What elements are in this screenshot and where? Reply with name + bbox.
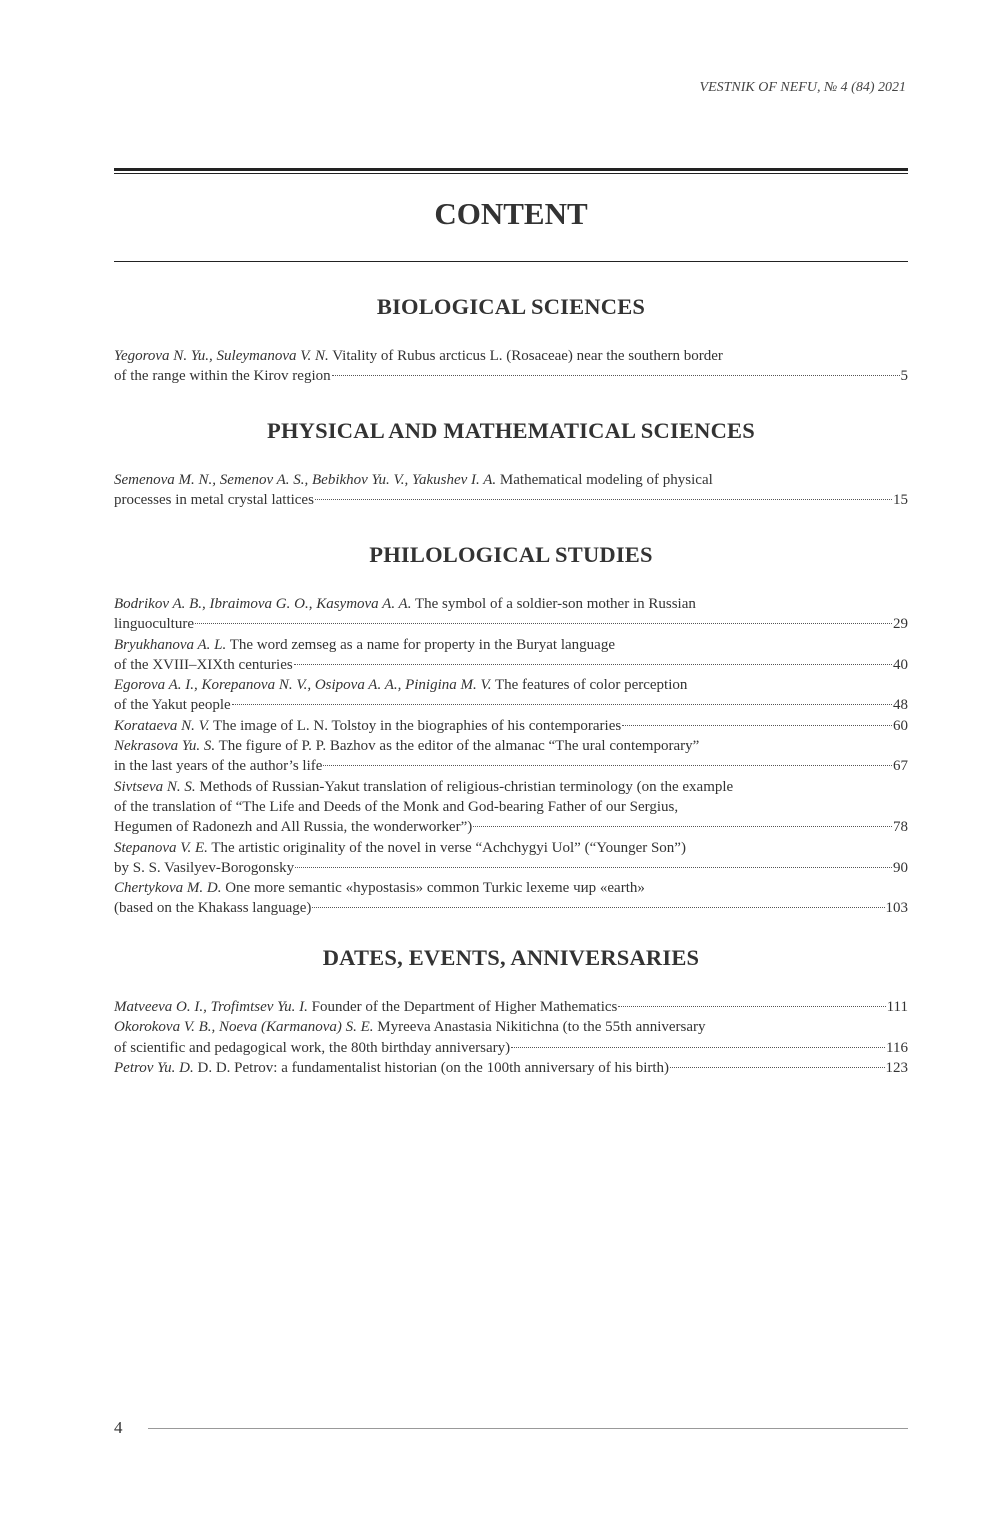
toc-entry[interactable]: [114, 635, 908, 676]
entry-authors: Okorokova V. B., Noeva (Karmanova) S. E.: [114, 1019, 374, 1036]
entry-page-number: 40: [893, 656, 908, 673]
toc-entry[interactable]: [114, 997, 908, 1017]
entry-last-line: [114, 655, 908, 675]
entry-title-text: linguoculture: [114, 616, 194, 633]
entry-authors: Korataeva N. V.: [114, 717, 210, 734]
entry-page-number: 116: [886, 1039, 908, 1056]
toc-entry[interactable]: [114, 675, 908, 716]
section-heading: DATES, EVENTS, ANNIVERSARIES: [322, 945, 700, 970]
toc-entry[interactable]: [114, 1058, 908, 1078]
entry-title-text: The symbol of a soldier-son mother in Russian: [414, 596, 696, 612]
entry-title-line: [114, 675, 908, 695]
entry-title-text: Myreeva Anastasia Nikitichna (to the 55th anniversary: [377, 1019, 706, 1036]
toc-entries: [114, 997, 908, 1078]
toc-entry[interactable]: [114, 878, 908, 919]
dot-leader: [294, 664, 892, 665]
entry-authors: Matveeva O. I., Trofimtsev Yu. I.: [114, 999, 308, 1015]
entry-title-text: D. D. Petrov: a fundamentalist historian (on the 100th anniversary of his birth): [197, 1059, 670, 1076]
entry-title-line: [114, 736, 908, 756]
dot-leader: [511, 1047, 885, 1048]
entry-page-number: 78: [893, 819, 908, 836]
entry-page-number: 123: [885, 1059, 908, 1076]
section-philological-studies: [114, 542, 908, 919]
entry-title-text: in the last years of the author’s life: [114, 758, 323, 775]
entry-title-text: by S. S. Vasilyev-Borogonsky: [114, 859, 295, 876]
title-rule: [114, 261, 908, 262]
entry-authors: Chertykova M. D.: [114, 880, 222, 897]
dot-leader: [670, 1067, 884, 1068]
toc-entries: [114, 346, 908, 387]
entry-title-line: [114, 594, 908, 614]
entry-authors: Nekrasova Yu. S.: [114, 738, 216, 755]
entry-page-number: 48: [893, 697, 908, 714]
entry-authors: Semenova M. N., Semenov A. S., Bebikhov Yu. V., Yakushev I. A.: [114, 472, 497, 488]
entry-title-text: The word zemseg as a name for property in the Buryat language: [229, 636, 615, 653]
entry-title-text: One more semantic «hypostasis» common Turkic lexeme чир «earth»: [225, 880, 645, 897]
page-title: CONTENT: [434, 196, 588, 231]
toc-entry[interactable]: [114, 838, 908, 879]
running-head: VESTNIK OF NEFU, № 4 (84) 2021: [699, 80, 906, 95]
entry-last-line: [114, 756, 908, 776]
entry-last-line: [114, 858, 908, 878]
entry-authors: Egorova A. I., Korepanova N. V., Osipova A. A., Pinigina M. V.: [114, 677, 492, 694]
toc-entry[interactable]: [114, 716, 908, 736]
entry-authors: Bryukhanova A. L.: [114, 636, 227, 653]
entry-title-line: [114, 635, 908, 655]
dot-leader: [332, 375, 900, 376]
entry-title-line: [114, 797, 908, 817]
entry-authors: Sivtseva N. S.: [114, 778, 196, 795]
entry-title-text: processes in metal crystal lattices: [114, 492, 314, 509]
entry-title-line: [114, 777, 908, 797]
toc-entry[interactable]: [114, 594, 908, 635]
entry-last-line: [114, 1058, 908, 1078]
entry-title-text: Mathematical modeling of physical: [499, 472, 713, 488]
entry-page-number: 29: [893, 616, 908, 633]
dot-leader: [195, 623, 892, 624]
entry-authors: Stepanova V. E.: [114, 839, 208, 856]
section-biological-sciences: [114, 294, 908, 387]
toc-entry[interactable]: [114, 470, 908, 511]
entry-last-line: [114, 997, 908, 1017]
toc-entries: [114, 470, 908, 511]
entry-last-line: [114, 898, 908, 918]
entry-last-line: [114, 1038, 908, 1058]
toc-entry[interactable]: [114, 346, 908, 387]
toc-entries: [114, 594, 908, 919]
entry-title-text: of scientific and pedagogical work, the 80th birthday anniversary): [114, 1039, 511, 1056]
entry-title-text: The figure of P. P. Bazhov as the editor of the almanac “The ural contemporary”: [218, 738, 700, 755]
entry-last-line: [114, 695, 908, 715]
entry-title-text: (based on the Khakass language): [114, 900, 312, 917]
toc-entry[interactable]: [114, 736, 908, 777]
section-heading: BIOLOGICAL SCIENCES: [376, 294, 646, 319]
entry-page-number: 15: [893, 492, 908, 509]
entry-last-line: [114, 817, 908, 837]
entry-title-text: Founder of the Department of Higher Mathematics: [311, 999, 618, 1015]
entry-title-line: [114, 1017, 908, 1037]
toc-entry[interactable]: [114, 1017, 908, 1058]
section-physical-mathematical-sciences: [114, 418, 908, 511]
entry-title-line: [114, 838, 908, 858]
entry-authors: Bodrikov A. B., Ibraimova G. O., Kasymova A. A.: [114, 596, 412, 612]
entry-last-line: [114, 366, 908, 386]
entry-title-text: of the Yakut people: [114, 697, 231, 714]
dot-leader: [295, 867, 892, 868]
entry-page-number: 67: [893, 758, 908, 775]
entry-title-text: The image of L. N. Tolstoy in the biographies of his contemporaries: [213, 717, 622, 734]
dot-leader: [315, 499, 892, 500]
dot-leader: [323, 765, 892, 766]
entry-page-number: 90: [893, 859, 908, 876]
entry-page-number: 111: [886, 999, 908, 1015]
entry-title-text: Methods of Russian-Yakut translation of religious-christian terminology (on the example: [199, 778, 734, 795]
entry-title-text: Hegumen of Radonezh and All Russia, the wonderworker”): [114, 819, 473, 836]
entry-page-number: 103: [885, 900, 908, 917]
section-dates-events-anniversaries: [114, 945, 908, 1078]
dot-leader: [622, 725, 892, 726]
entry-title-text: of the XVIII–XIXth centuries: [114, 656, 293, 673]
entry-page-number: 60: [893, 717, 908, 734]
page-number: 4: [114, 1418, 123, 1437]
entry-authors: Petrov Yu. D.: [114, 1059, 194, 1076]
dot-leader: [312, 907, 884, 908]
entry-last-line: [114, 716, 908, 736]
section-heading: PHYSICAL AND MATHEMATICAL SCIENCES: [267, 418, 755, 443]
entry-title-line: [114, 470, 908, 490]
footer-rule: [148, 1428, 908, 1429]
entry-title-text: Vitality of Rubus arcticus L. (Rosaceae) near the southern border: [332, 348, 723, 364]
section-heading: PHILOLOGICAL STUDIES: [369, 542, 653, 567]
entry-title-text: of the translation of “The Life and Deeds of the Monk and God-bearing Father of our Sergius,: [114, 798, 679, 815]
dot-leader: [473, 826, 892, 827]
entry-title-text: The features of color perception: [494, 677, 688, 694]
toc-entry[interactable]: [114, 777, 908, 838]
entry-title-line: [114, 878, 908, 898]
entry-last-line: [114, 490, 908, 510]
dot-leader: [232, 704, 892, 705]
entry-last-line: [114, 614, 908, 634]
entry-authors: Yegorova N. Yu., Suleymanova V. N.: [114, 348, 329, 364]
entry-page-number: 5: [900, 368, 908, 385]
entry-title-text: of the range within the Kirov region: [114, 368, 331, 385]
dot-leader: [618, 1006, 885, 1007]
header-double-rule: [114, 168, 908, 174]
entry-title-line: [114, 346, 908, 366]
entry-title-text: The artistic originality of the novel in verse “Achchygyi Uol” (“Younger Son”): [211, 839, 686, 856]
